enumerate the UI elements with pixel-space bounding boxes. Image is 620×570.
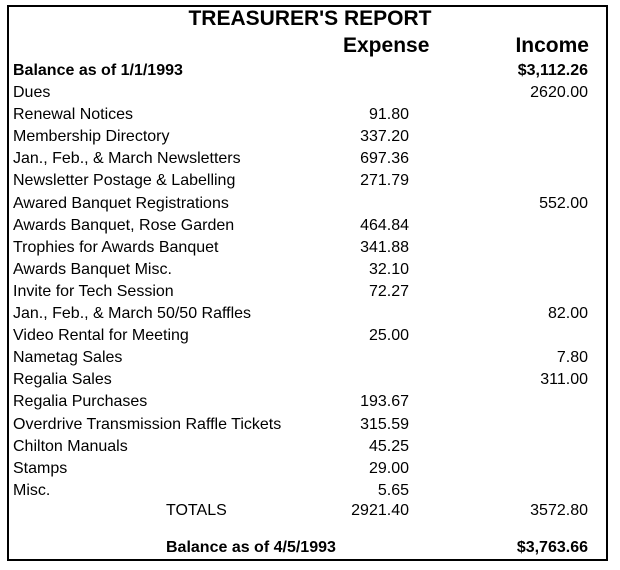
income-column-header: Income [515, 34, 589, 57]
row-income: 311.00 [540, 371, 588, 389]
row-expense: 337.20 [360, 128, 409, 146]
row-label: Chilton Manuals [13, 437, 128, 455]
row-expense: 315.59 [360, 415, 409, 433]
row-label: Trophies for Awards Banquet [13, 238, 219, 256]
row-expense: 91.80 [368, 106, 409, 124]
table-row [13, 480, 588, 502]
row-expense: 271.79 [360, 172, 409, 190]
row-label: Jan., Feb., & March 50/50 Raffles [13, 305, 252, 323]
final-balance-row [13, 537, 588, 559]
row-income: 2620.00 [530, 84, 588, 102]
table-row [13, 458, 588, 480]
report-title: TREASURER'S REPORT [188, 7, 432, 30]
table-row [13, 60, 588, 82]
table-row [13, 170, 588, 192]
row-income: $3,112.26 [517, 62, 588, 79]
report-table [13, 60, 588, 502]
row-label: Regalia Purchases [13, 393, 148, 411]
table-row [13, 126, 588, 148]
totals-expense: 2921.40 [351, 502, 409, 519]
table-row [13, 148, 588, 170]
totals-income: 3572.80 [530, 502, 588, 519]
table-row [13, 193, 588, 215]
row-label: Renewal Notices [13, 106, 134, 124]
row-label: Invite for Tech Session [13, 282, 174, 300]
expense-column-header: Expense [343, 34, 430, 57]
table-row [13, 369, 588, 391]
row-expense: 464.84 [360, 216, 409, 234]
row-label: Overdrive Transmission Raffle Tickets [13, 415, 282, 433]
row-expense: 32.10 [368, 260, 409, 278]
row-expense: 72.27 [368, 282, 409, 300]
row-label: Newsletter Postage & Labelling [13, 172, 236, 190]
totals-label: TOTALS [166, 502, 227, 519]
row-label: Dues [13, 84, 51, 102]
table-row [13, 82, 588, 104]
row-label: Awards Banquet, Rose Garden [13, 216, 235, 234]
table-row [13, 104, 588, 126]
row-income: 552.00 [539, 194, 588, 212]
row-label: Awards Banquet Misc. [13, 260, 172, 278]
table-row [13, 325, 588, 347]
row-expense: 193.67 [360, 393, 409, 411]
table-row [13, 237, 588, 259]
table-row [13, 281, 588, 303]
table-row [13, 347, 588, 369]
row-expense: 697.36 [360, 150, 409, 168]
final-balance-label: Balance as of 4/5/1993 [166, 539, 336, 556]
row-label: Awared Banquet Registrations [13, 194, 229, 212]
row-label: Misc. [13, 481, 51, 499]
row-label: Nametag Sales [13, 349, 123, 367]
row-label: Regalia Sales [13, 371, 112, 389]
totals-row [13, 500, 588, 522]
table-row [13, 259, 588, 281]
row-income: 7.80 [556, 349, 588, 367]
row-expense: 29.00 [368, 459, 409, 477]
final-balance-value: $3,763.66 [516, 539, 588, 556]
table-row [13, 215, 588, 237]
row-label: Video Rental for Meeting [13, 327, 189, 345]
row-expense: 25.00 [368, 327, 409, 345]
row-income: 82.00 [547, 305, 588, 323]
table-row [13, 391, 588, 413]
table-row [13, 414, 588, 436]
row-label: Stamps [13, 459, 68, 477]
table-row [13, 303, 588, 325]
row-expense: 341.88 [360, 238, 409, 256]
row-expense: 5.65 [377, 481, 409, 499]
row-label: Jan., Feb., & March Newsletters [13, 150, 241, 168]
table-row [13, 436, 588, 458]
row-expense: 45.25 [368, 437, 409, 455]
row-label: Balance as of 1/1/1993 [13, 62, 183, 79]
row-label: Membership Directory [13, 128, 170, 146]
